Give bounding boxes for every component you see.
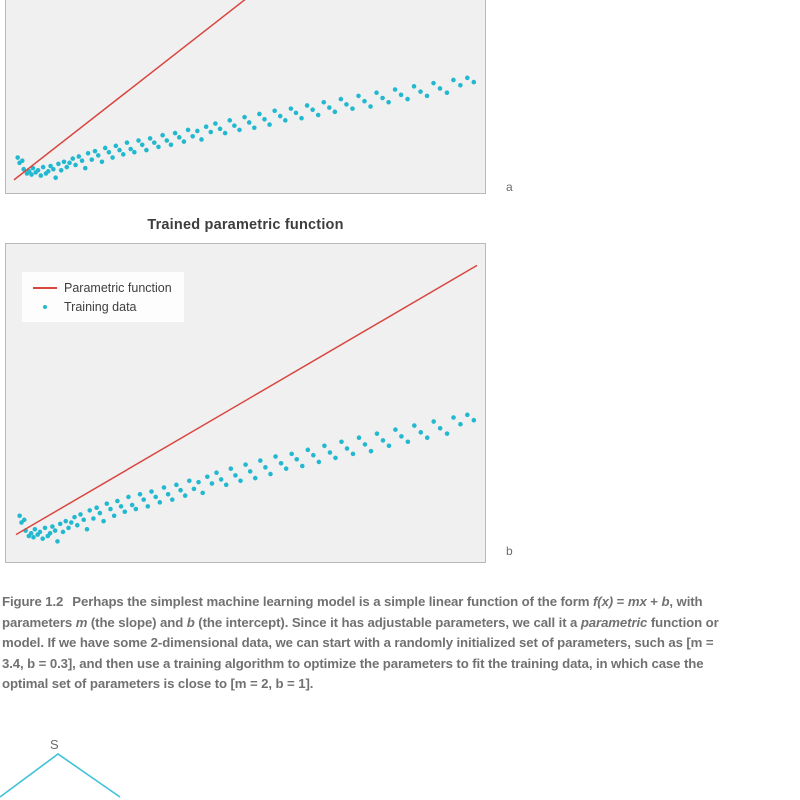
figure-caption-text-5: (the slope) and: [87, 614, 187, 630]
figure-caption-text-4: , with parameters: [2, 594, 703, 630]
scatter-points: [15, 76, 476, 180]
scatter-points: [17, 413, 476, 544]
figure-caption-label: Figure 1.2: [2, 594, 64, 609]
tree-node-s-label: S: [50, 737, 59, 752]
scatter-plot-a: [6, 0, 485, 193]
legend-item-parametric-function: [30, 278, 172, 297]
figure-caption-text-6: (the intercept). Since it has adjustable parameters, we call it a: [194, 614, 581, 630]
figure-caption-text-1: Perhaps the simplest machine learning model is a simple linear function of the form: [72, 594, 593, 609]
chart-legend: [22, 272, 184, 322]
tree-branches: [0, 754, 120, 797]
figure-caption-text-3: +: [646, 594, 662, 609]
figure-caption-m2: m: [75, 614, 88, 630]
legend-label-training-data: Training data: [64, 299, 137, 314]
legend-item-training-data: [30, 297, 172, 316]
panel-label-b: b: [506, 544, 513, 558]
figure-caption: [2, 592, 732, 695]
dot-swatch-icon: [30, 305, 60, 309]
regression-line: [14, 0, 477, 180]
figure-caption-b2: b: [186, 614, 195, 630]
panel-label-a: a: [506, 180, 513, 194]
tree-diagram-fragment: [0, 735, 260, 800]
chart-panel-a: [5, 0, 486, 194]
line-swatch-icon: [30, 287, 60, 289]
figure-caption-fx: f(x): [592, 594, 614, 609]
figure-caption-mx: mx: [627, 594, 647, 609]
legend-label-parametric-function: Parametric function: [64, 280, 172, 295]
figure-caption-text-2: =: [613, 594, 628, 609]
chart-title: Trained parametric function: [147, 217, 344, 233]
figure-caption-b: b: [661, 594, 670, 609]
figure-caption-text-7: function or model. If we have some 2-dimensional data, we can start with a randomly initialized set of parameters, such as [m = 3.4, b = 0.3], and then use a training algorithm to optimize the parameters to fit the training data, in which case the optimal set of parameters is close to [m = 2, b = 1].: [2, 614, 719, 691]
figure-caption-parametric: parametric: [580, 614, 648, 630]
